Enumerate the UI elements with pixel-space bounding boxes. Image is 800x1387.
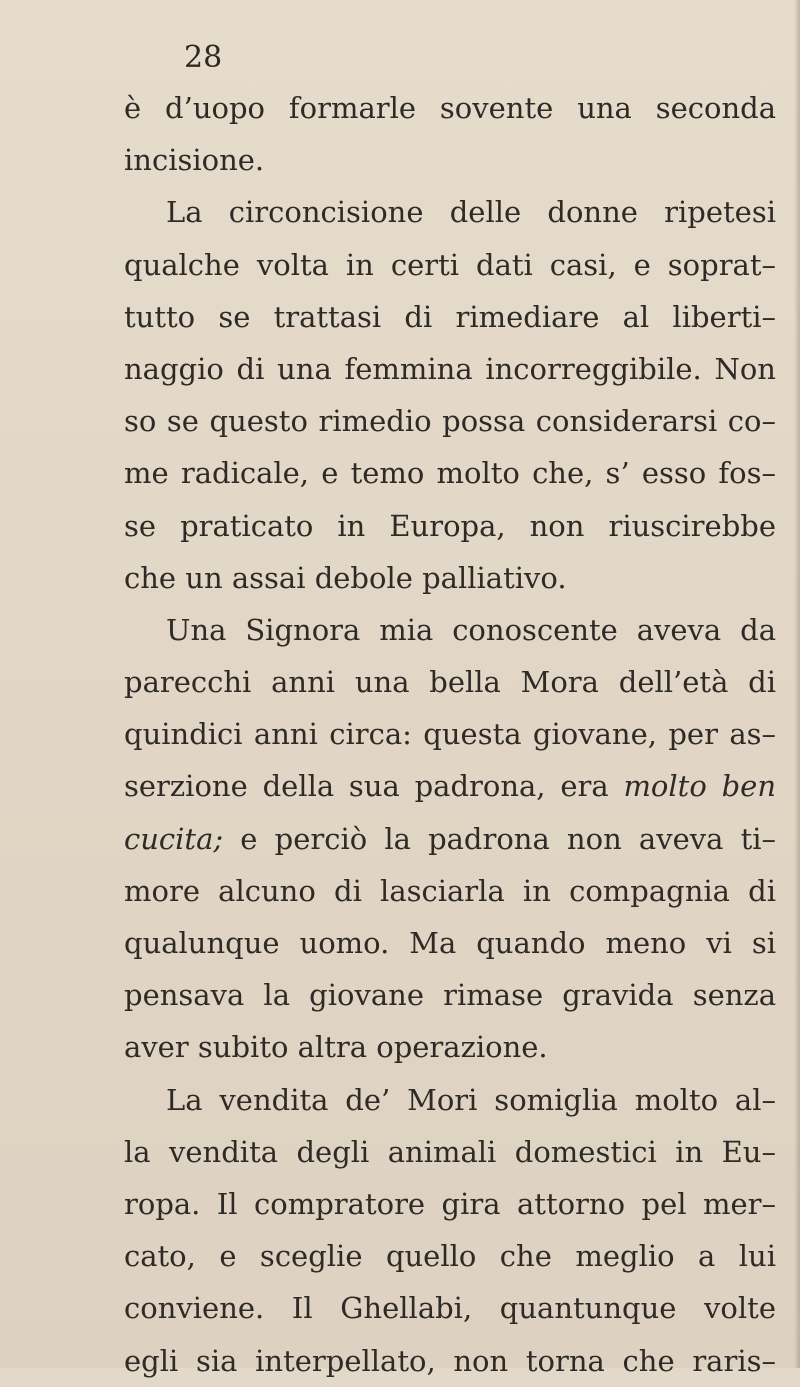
page-edge-shadow: [794, 0, 800, 1368]
text-segment: egli sia interpellato, non torna che raris–: [124, 1343, 776, 1378]
page-number: 28: [184, 40, 223, 75]
text-line: [124, 552, 776, 604]
text-line: [124, 760, 776, 812]
text-line: [124, 813, 776, 865]
text-line: [124, 447, 776, 499]
text-segment: La vendita de’ Mori somiglia molto al–: [166, 1082, 776, 1117]
text-segment: me radicale, e temo molto che, s’ esso fos–: [124, 456, 776, 491]
text-segment: La circoncisione delle donne ripetesi: [166, 195, 776, 230]
text-segment: more alcuno di lasciarla in compagnia di: [124, 873, 776, 908]
text-segment: è d’uopo formarle sovente una seconda: [124, 91, 776, 125]
text-line: [124, 239, 776, 291]
text-segment: conviene. Il Ghellabi, quantunque volte: [124, 1291, 776, 1326]
text-line: [124, 708, 776, 760]
italic-text: cucita;: [124, 821, 224, 856]
text-line: [124, 82, 776, 134]
body-text: [124, 82, 776, 1387]
text-segment: cato, e sceglie quello che meglio a lui: [124, 1239, 776, 1274]
text-line: [124, 1282, 776, 1334]
text-line: [124, 656, 776, 708]
text-segment: qualche volta in certi dati casi, e soprat–: [124, 247, 776, 282]
text-segment: serzione della sua padrona, era: [124, 769, 624, 804]
text-segment: pensava la giovane rimase gravida senza: [124, 978, 776, 1013]
text-segment: la vendita degli animali domestici in Eu–: [124, 1134, 776, 1169]
text-line: [124, 500, 776, 552]
text-line: [124, 291, 776, 343]
text-segment: aver subito altra operazione.: [124, 1030, 548, 1065]
text-line: [124, 1230, 776, 1282]
text-line: [124, 1021, 776, 1073]
text-line: [124, 969, 776, 1021]
text-segment: e perciò la padrona non aveva ti–: [223, 821, 776, 856]
text-line: [124, 1178, 776, 1230]
text-segment: se praticato in Europa, non riuscirebbe: [124, 508, 776, 543]
text-line: [124, 186, 776, 238]
italic-text: molto ben: [623, 769, 776, 804]
text-segment: incisione.: [124, 143, 265, 178]
text-line: [124, 865, 776, 917]
text-segment: parecchi anni una bella Mora dell’età di: [124, 665, 776, 700]
text-segment: tutto se trattasi di rimediare al liberti–: [124, 299, 776, 334]
text-line: [124, 395, 776, 447]
text-line: [124, 1335, 776, 1387]
text-segment: quindici anni circa: questa giovane, per as–: [124, 717, 776, 752]
text-line: [124, 134, 776, 186]
text-line: [124, 1074, 776, 1126]
text-segment: qualunque uomo. Ma quando meno vi si: [124, 926, 776, 960]
text-line: [124, 604, 776, 656]
text-line: [124, 917, 776, 969]
text-segment: Una Signora mia conoscente aveva da: [166, 612, 776, 647]
text-line: [124, 1126, 776, 1178]
text-segment: che un assai debole palliativo.: [124, 560, 567, 595]
text-segment: so se questo rimedio possa considerarsi co–: [124, 404, 776, 439]
text-segment: naggio di una femmina incorreggibile. Non: [124, 351, 776, 386]
text-line: [124, 343, 776, 395]
text-segment: ropa. Il compratore gira attorno pel mer–: [124, 1186, 776, 1221]
